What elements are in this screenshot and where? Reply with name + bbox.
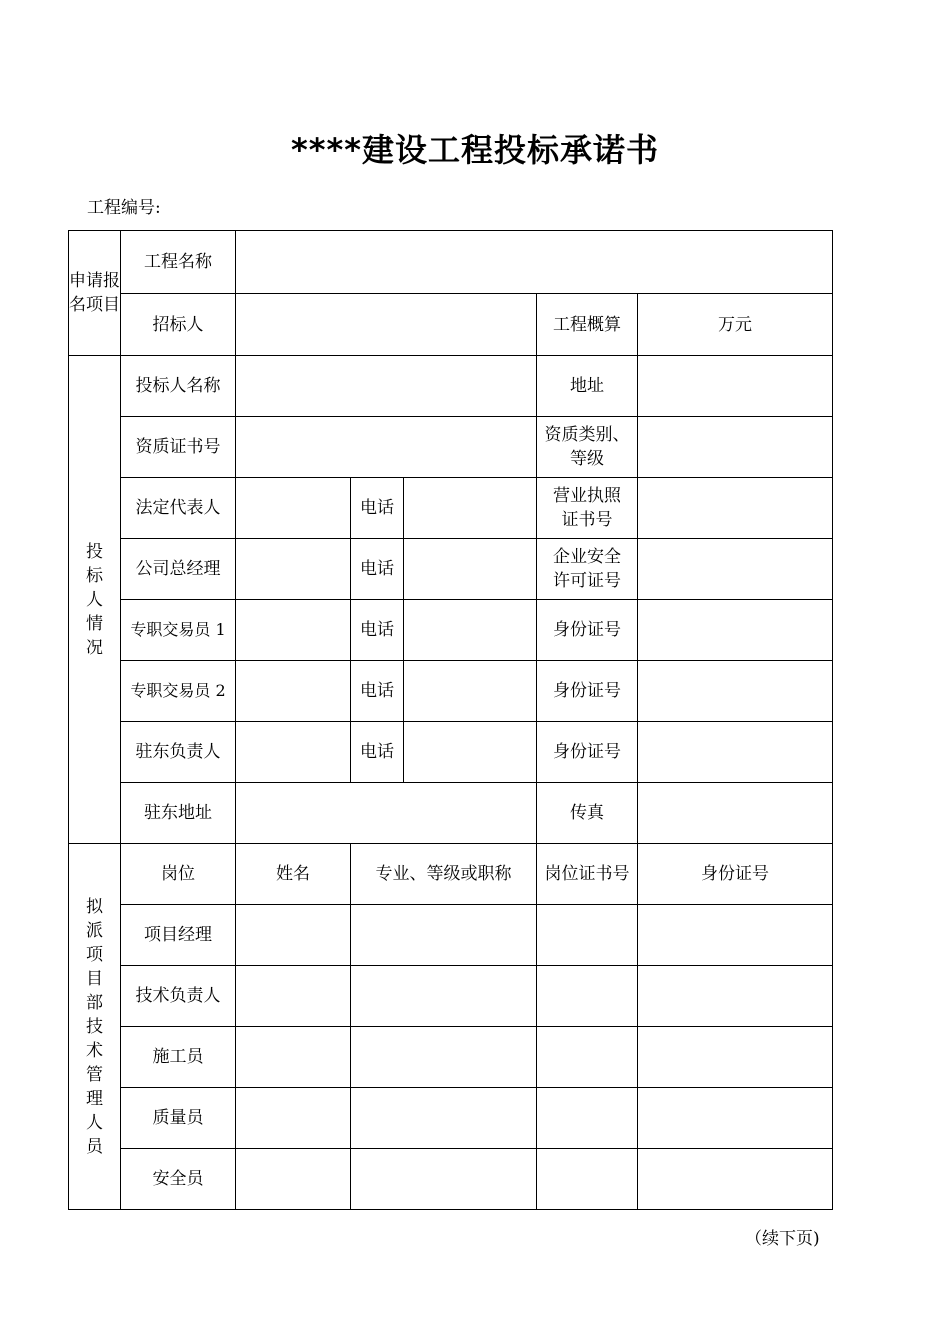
team-title-cell[interactable] (351, 966, 537, 1027)
safety-license-value[interactable] (638, 539, 833, 600)
section-team-label: 拟派项目部技术管理人员 (69, 844, 121, 1210)
team-row (69, 1149, 833, 1210)
cert-no-value[interactable] (236, 417, 537, 478)
team-title-cell[interactable] (351, 905, 537, 966)
team-cert-cell[interactable] (537, 1088, 638, 1149)
team-name-cell[interactable] (236, 1027, 351, 1088)
tenderer-label: 招标人 (121, 294, 236, 356)
trader1-phone-label: 电话 (351, 600, 404, 661)
team-row (69, 905, 833, 966)
bid-commitment-form (68, 230, 833, 1210)
team-role-label: 施工员 (121, 1027, 236, 1088)
trader1-label: 专职交易员 1 (121, 600, 236, 661)
team-id-cell[interactable] (638, 905, 833, 966)
team-cert-cell[interactable] (537, 905, 638, 966)
bidder-name-value[interactable] (236, 356, 537, 417)
project-name-value[interactable] (236, 231, 833, 294)
trader1-id-label: 身份证号 (537, 600, 638, 661)
cert-no-label: 资质证书号 (121, 417, 236, 478)
project-name-label: 工程名称 (121, 231, 236, 294)
team-row (69, 1088, 833, 1149)
team-name-cell[interactable] (236, 905, 351, 966)
team-role-label: 项目经理 (121, 905, 236, 966)
team-header-role: 岗位 (121, 844, 236, 905)
document-title: ****建设工程投标承诺书 (291, 131, 659, 169)
qual-type-value[interactable] (638, 417, 833, 478)
local-head-label: 驻东负责人 (121, 722, 236, 783)
legal-rep-label: 法定代表人 (121, 478, 236, 539)
gm-label: 公司总经理 (121, 539, 236, 600)
local-addr-label: 驻东地址 (121, 783, 236, 844)
team-cert-cell[interactable] (537, 966, 638, 1027)
team-title-cell[interactable] (351, 1027, 537, 1088)
team-name-cell[interactable] (236, 1149, 351, 1210)
trader1-value[interactable] (236, 600, 351, 661)
continued-note: （续下页) (745, 1229, 820, 1249)
team-header-title: 专业、等级或职称 (351, 844, 537, 905)
trader2-id-label: 身份证号 (537, 661, 638, 722)
trader2-value[interactable] (236, 661, 351, 722)
team-header-cert: 岗位证书号 (537, 844, 638, 905)
team-id-cell[interactable] (638, 1088, 833, 1149)
address-value[interactable] (638, 356, 833, 417)
team-header-name: 姓名 (236, 844, 351, 905)
team-title-cell[interactable] (351, 1149, 537, 1210)
team-role-label: 技术负责人 (121, 966, 236, 1027)
license-label: 营业执照证书号 (537, 478, 638, 539)
gm-value[interactable] (236, 539, 351, 600)
team-row (69, 1027, 833, 1088)
bidder-name-label: 投标人名称 (121, 356, 236, 417)
local-head-value[interactable] (236, 722, 351, 783)
gm-phone-label: 电话 (351, 539, 404, 600)
license-value[interactable] (638, 478, 833, 539)
trader2-phone-label: 电话 (351, 661, 404, 722)
legal-rep-phone-label: 电话 (351, 478, 404, 539)
budget-unit: 万元 (638, 294, 833, 356)
local-head-phone-value[interactable] (404, 722, 537, 783)
trader2-id-value[interactable] (638, 661, 833, 722)
project-number-label: 工程编号: (87, 198, 161, 218)
fax-label: 传真 (537, 783, 638, 844)
safety-license-label: 企业安全许可证号 (537, 539, 638, 600)
team-id-cell[interactable] (638, 966, 833, 1027)
fax-value[interactable] (638, 783, 833, 844)
local-head-phone-label: 电话 (351, 722, 404, 783)
trader1-id-value[interactable] (638, 600, 833, 661)
legal-rep-phone-value[interactable] (404, 478, 537, 539)
team-id-cell[interactable] (638, 1149, 833, 1210)
budget-label: 工程概算 (537, 294, 638, 356)
team-role-label: 安全员 (121, 1149, 236, 1210)
section-bidder-label: 投标人情况 (69, 356, 121, 844)
local-addr-value[interactable] (236, 783, 537, 844)
section-apply-label: 申请报名项目 (69, 231, 121, 356)
team-role-label: 质量员 (121, 1088, 236, 1149)
legal-rep-value[interactable] (236, 478, 351, 539)
qual-type-label: 资质类别、等级 (537, 417, 638, 478)
address-label: 地址 (537, 356, 638, 417)
local-head-id-value[interactable] (638, 722, 833, 783)
team-title-cell[interactable] (351, 1088, 537, 1149)
team-cert-cell[interactable] (537, 1149, 638, 1210)
team-row (69, 966, 833, 1027)
trader1-phone-value[interactable] (404, 600, 537, 661)
trader2-label: 专职交易员 2 (121, 661, 236, 722)
team-name-cell[interactable] (236, 1088, 351, 1149)
local-head-id-label: 身份证号 (537, 722, 638, 783)
team-header-id: 身份证号 (638, 844, 833, 905)
trader2-phone-value[interactable] (404, 661, 537, 722)
tenderer-value[interactable] (236, 294, 537, 356)
team-id-cell[interactable] (638, 1027, 833, 1088)
team-name-cell[interactable] (236, 966, 351, 1027)
team-cert-cell[interactable] (537, 1027, 638, 1088)
gm-phone-value[interactable] (404, 539, 537, 600)
